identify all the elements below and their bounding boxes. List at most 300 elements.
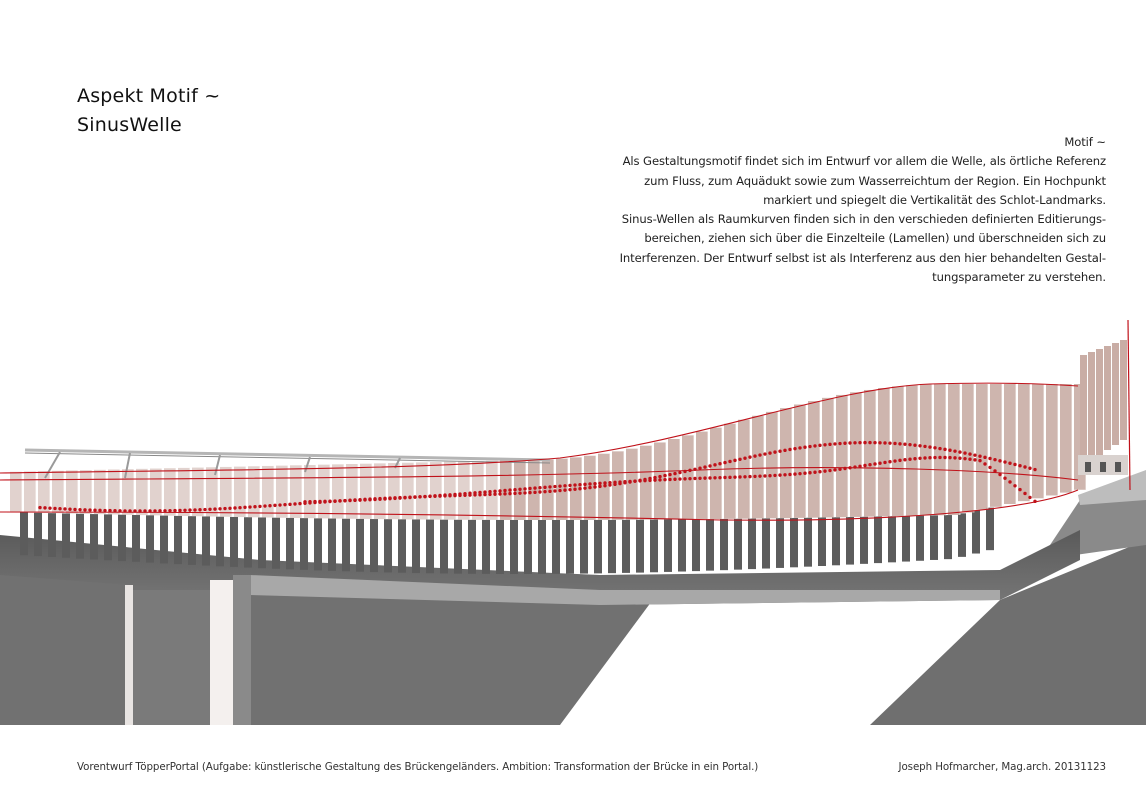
deck-rib (62, 513, 70, 557)
wave-dot (763, 452, 766, 455)
wave-dot (303, 500, 306, 503)
wave-dot (898, 459, 901, 462)
lamella-panel (304, 465, 316, 518)
lamella-panel (290, 465, 302, 518)
wave-dot (43, 506, 46, 509)
deck-rib (496, 520, 504, 574)
wave-dot (508, 492, 511, 495)
wave-dot (188, 508, 191, 511)
wave-dot (173, 509, 176, 512)
wave-dot (773, 474, 776, 477)
lamella-panel (52, 471, 64, 513)
wave-dot (223, 507, 226, 510)
wave-dot (243, 506, 246, 509)
wave-dot (428, 494, 431, 497)
deck-rib (188, 516, 196, 565)
lamella-panel (346, 464, 358, 519)
wave-dot (993, 458, 996, 461)
wave-dot (478, 491, 481, 494)
tower-right (1078, 455, 1128, 475)
wave-dot (248, 505, 251, 508)
tower-lamella (1088, 352, 1095, 460)
wave-dot (823, 469, 826, 472)
wave-dot (53, 507, 56, 510)
wave-dot (878, 461, 881, 464)
wave-dot (348, 499, 351, 502)
wave-dot (568, 488, 571, 491)
title-line-1: Aspekt Motif ~ (77, 85, 221, 107)
wave-dot (493, 490, 496, 493)
lamella-panel (430, 462, 442, 520)
wave-dot (938, 456, 941, 459)
wave-dot (723, 461, 726, 464)
wave-dot (993, 469, 996, 472)
lamella-panel (1060, 384, 1072, 493)
wave-dot (583, 486, 586, 489)
wave-dot (1028, 496, 1031, 499)
wave-dot (513, 492, 516, 495)
wave-dot (938, 447, 941, 450)
lamella-panel (976, 384, 988, 510)
lamella-panel (696, 432, 708, 520)
wave-dot (573, 487, 576, 490)
lamella-panel (234, 467, 246, 517)
wave-dot (493, 493, 496, 496)
wave-dot (88, 508, 91, 511)
description-line: Interferenzen. Der Entwurf selbst ist als Interferenz aus den hier behandelten Gestal- (619, 250, 1106, 265)
wave-dot (748, 455, 751, 458)
bridge-piers (125, 575, 251, 725)
wave-dot (663, 478, 666, 481)
deck-rib (370, 519, 378, 572)
wave-dot (1008, 480, 1011, 483)
wave-dot (453, 493, 456, 496)
lamella-panel (122, 469, 134, 515)
wave-dot (923, 456, 926, 459)
deck-rib (132, 515, 140, 562)
wave-dot (923, 445, 926, 448)
deck-rib (692, 519, 700, 571)
deck-rib (958, 513, 966, 557)
wave-dot (48, 506, 51, 509)
lamella-panel (24, 471, 36, 512)
wave-dot (388, 497, 391, 500)
deck-rib (314, 518, 322, 570)
deck-rib (706, 519, 714, 571)
wave-dot (498, 489, 501, 492)
wave-dot (808, 471, 811, 474)
wave-dot (828, 469, 831, 472)
wave-dot (613, 481, 616, 484)
wave-dot (333, 499, 336, 502)
deck-rib (146, 515, 154, 562)
wave-dot (323, 500, 326, 503)
wave-dot (693, 468, 696, 471)
wave-dot (598, 482, 601, 485)
wave-dot (593, 485, 596, 488)
description-line: tungsparameter zu verstehen. (932, 270, 1106, 285)
deck-rib (356, 519, 364, 572)
wave-dot (908, 458, 911, 461)
wave-dot (803, 445, 806, 448)
lamella-panel (1046, 384, 1058, 495)
wave-dot (883, 461, 886, 464)
wave-dot (443, 493, 446, 496)
wave-dot (198, 508, 201, 511)
wave-dot (553, 489, 556, 492)
deck-rib (930, 515, 938, 560)
wave-dot (813, 471, 816, 474)
wave-dot (593, 482, 596, 485)
wave-dot (588, 482, 591, 485)
wave-dot (458, 492, 461, 495)
wave-dot (853, 441, 856, 444)
wave-dot (63, 507, 66, 510)
wave-dot (848, 441, 851, 444)
wave-dot (433, 494, 436, 497)
lamella-panel (248, 466, 260, 517)
wave-dot (718, 462, 721, 465)
wave-dot (518, 491, 521, 494)
wave-dot (998, 473, 1001, 476)
lamella-panel (150, 469, 162, 516)
wave-dot (78, 508, 81, 511)
wave-dot (983, 456, 986, 459)
wave-dot (73, 508, 76, 511)
wave-dot (753, 454, 756, 457)
wave-dot (563, 488, 566, 491)
wave-dot (673, 472, 676, 475)
deck-rib (160, 516, 168, 564)
wave-dot (353, 499, 356, 502)
wave-dot (483, 490, 486, 493)
wave-dot (683, 477, 686, 480)
deck-rib (300, 518, 308, 570)
wave-dot (973, 458, 976, 461)
wave-dot (543, 490, 546, 493)
wave-dot (798, 446, 801, 449)
lamella-panel (80, 470, 92, 514)
lamella-panel (332, 464, 344, 518)
deck-rib (230, 517, 238, 567)
wave-dot (278, 503, 281, 506)
wave-dot (918, 457, 921, 460)
wave-dot (833, 442, 836, 445)
description-line: Als Gestaltungsmotif findet sich im Entwurf vor allem die Welle, als örtliche Referenz (622, 154, 1106, 169)
wave-dot (718, 476, 721, 479)
deck-rib (34, 513, 42, 556)
deck-rib (454, 520, 462, 574)
deck-rib (846, 517, 854, 565)
wave-dot (383, 497, 386, 500)
wave-dot (793, 472, 796, 475)
deck-rib (272, 518, 280, 569)
lamella-panel (612, 451, 624, 519)
tower-lamella (1080, 355, 1087, 465)
wave-dot (933, 456, 936, 459)
wave-dot (1013, 484, 1016, 487)
lamella-panel (682, 435, 694, 519)
wave-dot (163, 509, 166, 512)
wave-dot (98, 509, 101, 512)
lamella-panel (822, 398, 834, 518)
wave-dot (548, 490, 551, 493)
deck-rib (776, 518, 784, 568)
deck-rib (594, 520, 602, 573)
tower-lamella (1112, 343, 1119, 445)
wave-dot (928, 456, 931, 459)
wave-dot (533, 486, 536, 489)
wave-dot (563, 484, 566, 487)
wave-dot (423, 495, 426, 498)
lamella-panel (808, 401, 820, 518)
lamella-panel (878, 388, 890, 516)
wave-dot (838, 442, 841, 445)
wave-dot (498, 492, 501, 495)
deck-rib (552, 520, 560, 574)
wave-dot (743, 456, 746, 459)
lamella-panel (836, 395, 848, 517)
deck-rib (566, 520, 574, 574)
deck-rib (524, 520, 532, 574)
wave-dot (238, 506, 241, 509)
wave-dot (638, 479, 641, 482)
wave-dot (963, 451, 966, 454)
lamella-panel (94, 470, 106, 514)
wave-dot (678, 471, 681, 474)
deck-rib (790, 518, 798, 567)
wave-dot (863, 441, 866, 444)
deck-rib (664, 519, 672, 571)
wave-dot (203, 508, 206, 511)
wave-dot (958, 457, 961, 460)
wave-dot (768, 451, 771, 454)
deck-rib (832, 517, 840, 565)
wave-dot (708, 476, 711, 479)
deck-rib (580, 520, 588, 574)
wave-dot (783, 473, 786, 476)
wave-dot (763, 474, 766, 477)
wave-dot (113, 509, 116, 512)
wave-dot (978, 459, 981, 462)
wave-dot (733, 459, 736, 462)
title-line-2: SinusWelle (77, 114, 182, 136)
wave-dot (378, 498, 381, 501)
wave-dot (313, 500, 316, 503)
wave-dot (543, 486, 546, 489)
wave-dot (213, 507, 216, 510)
wave-dot (268, 504, 271, 507)
deck-rib (678, 519, 686, 571)
wave-dot (943, 448, 946, 451)
wave-dot (358, 498, 361, 501)
wave-dot (343, 499, 346, 502)
wave-dot (788, 473, 791, 476)
wave-dot (553, 485, 556, 488)
wave-dot (793, 447, 796, 450)
wave-dot (448, 493, 451, 496)
wave-dot (288, 503, 291, 506)
deck-rib (342, 519, 350, 572)
lamella-panel (164, 468, 176, 515)
wave-dot (958, 450, 961, 453)
wave-dot (768, 474, 771, 477)
lamella-panel (752, 416, 764, 519)
wave-dot (328, 500, 331, 503)
wave-dot (1023, 465, 1026, 468)
wave-dot (228, 507, 231, 510)
wave-dot (863, 464, 866, 467)
lamella-panel (766, 412, 778, 518)
wave-dot (108, 509, 111, 512)
wave-dot (758, 474, 761, 477)
deck-rib (48, 513, 56, 557)
wave-dot (1018, 464, 1021, 467)
wave-dot (608, 481, 611, 484)
wave-dot (988, 466, 991, 469)
footer-project-caption: Vorentwurf TöpperPortal (Aufgabe: künstlerische Gestaltung des Brückengeländers. Ambition: Transformation der Brücke in ein Portal.) (77, 761, 759, 773)
wave-dot (968, 458, 971, 461)
wave-dot (893, 442, 896, 445)
wave-dot (843, 467, 846, 470)
wave-dot (668, 473, 671, 476)
wave-dot (1003, 477, 1006, 480)
wave-dot (698, 466, 701, 469)
wave-dot (628, 480, 631, 483)
wave-dot (68, 508, 71, 511)
wave-dot (858, 441, 861, 444)
wave-dot (488, 490, 491, 493)
wave-dot (523, 491, 526, 494)
deck-rib (510, 520, 518, 574)
wave-dot (803, 472, 806, 475)
deck-rib (860, 517, 868, 564)
wave-dot (308, 500, 311, 503)
description-line: zum Fluss, zum Aquädukt sowie zum Wasserreichtum der Region. Ein Hochpunkt (644, 173, 1106, 188)
wave-dot (723, 476, 726, 479)
wave-dot (688, 477, 691, 480)
deck-rib (748, 519, 756, 570)
wave-dot (713, 476, 716, 479)
wave-dot (788, 448, 791, 451)
deck-rib (104, 514, 112, 560)
wave-dot (748, 475, 751, 478)
wave-dot (658, 475, 661, 478)
lamella-panel (780, 408, 792, 518)
lamella-panel (318, 465, 330, 519)
wave-dot (38, 506, 41, 509)
wave-dot (703, 476, 706, 479)
lamella-panel (1018, 384, 1030, 501)
deck-rib (622, 520, 630, 573)
wave-dot (1033, 500, 1036, 503)
lamella-panel (66, 470, 78, 513)
wave-dot (873, 462, 876, 465)
deck-rib (384, 519, 392, 572)
wave-dot (438, 494, 441, 497)
wave-dot (298, 502, 301, 505)
wave-dot (273, 504, 276, 507)
lamella-panel (724, 424, 736, 519)
deck-rib (398, 519, 406, 572)
lamella-panel (990, 384, 1002, 507)
deck-rib (90, 514, 98, 559)
wave-dot (1033, 468, 1036, 471)
wave-dot (913, 444, 916, 447)
wave-dot (218, 507, 221, 510)
wave-dot (583, 483, 586, 486)
wave-dot (338, 499, 341, 502)
wave-dot (1003, 460, 1006, 463)
wave-dot (758, 453, 761, 456)
wave-dot (1018, 488, 1021, 491)
deck-rib (734, 519, 742, 570)
lamella-panel (1032, 384, 1044, 498)
deck-rib (636, 520, 644, 573)
wave-dot (928, 445, 931, 448)
wave-dot (208, 508, 211, 511)
description-line: Sinus-Wellen als Raumkurven finden sich in den verschieden definierten Editierungs- (621, 212, 1106, 227)
wave-dot (908, 443, 911, 446)
deck-rib (482, 520, 490, 574)
wave-dot (143, 509, 146, 512)
wave-dot (538, 486, 541, 489)
lamella-panel (626, 449, 638, 520)
lamella-panel (864, 390, 876, 517)
wave-dot (878, 441, 881, 444)
lamella-panel (388, 463, 400, 519)
wave-dot (813, 444, 816, 447)
description-line: markiert und spiegelt die Vertikalität des Schlot-Landmarks. (763, 192, 1106, 207)
wave-dot (558, 484, 561, 487)
wave-dot (858, 465, 861, 468)
wave-dot (963, 457, 966, 460)
lamella-panel (444, 462, 456, 520)
wave-dot (648, 479, 651, 482)
lamella-panel (542, 459, 554, 520)
wave-dot (253, 505, 256, 508)
wave-dot (903, 458, 906, 461)
wave-dot (898, 442, 901, 445)
wave-dot (988, 457, 991, 460)
wave-dot (953, 449, 956, 452)
description-line: Motif ~ (1064, 135, 1106, 149)
wave-dot (998, 459, 1001, 462)
deck-rib (972, 510, 980, 553)
wave-dot (528, 487, 531, 490)
wave-dot (848, 466, 851, 469)
wave-dot (1008, 462, 1011, 465)
wave-dot (918, 444, 921, 447)
description-line: bereichen, ziehen sich über die Einzelteile (Lamellen) und überschneiden sich zu (644, 231, 1106, 246)
wave-dot (663, 474, 666, 477)
deck-rib (916, 516, 924, 561)
tower-lamella (1104, 346, 1111, 450)
wave-dot (503, 489, 506, 492)
wave-dot (728, 476, 731, 479)
wave-dot (838, 468, 841, 471)
wave-dot (568, 484, 571, 487)
wave-dot (283, 503, 286, 506)
wave-dot (818, 470, 821, 473)
wave-dot (778, 450, 781, 453)
wave-dot (808, 445, 811, 448)
deck-rib (986, 508, 994, 551)
wave-dot (733, 475, 736, 478)
wave-dot (948, 456, 951, 459)
wave-dot (1023, 492, 1026, 495)
wave-dot (58, 507, 61, 510)
